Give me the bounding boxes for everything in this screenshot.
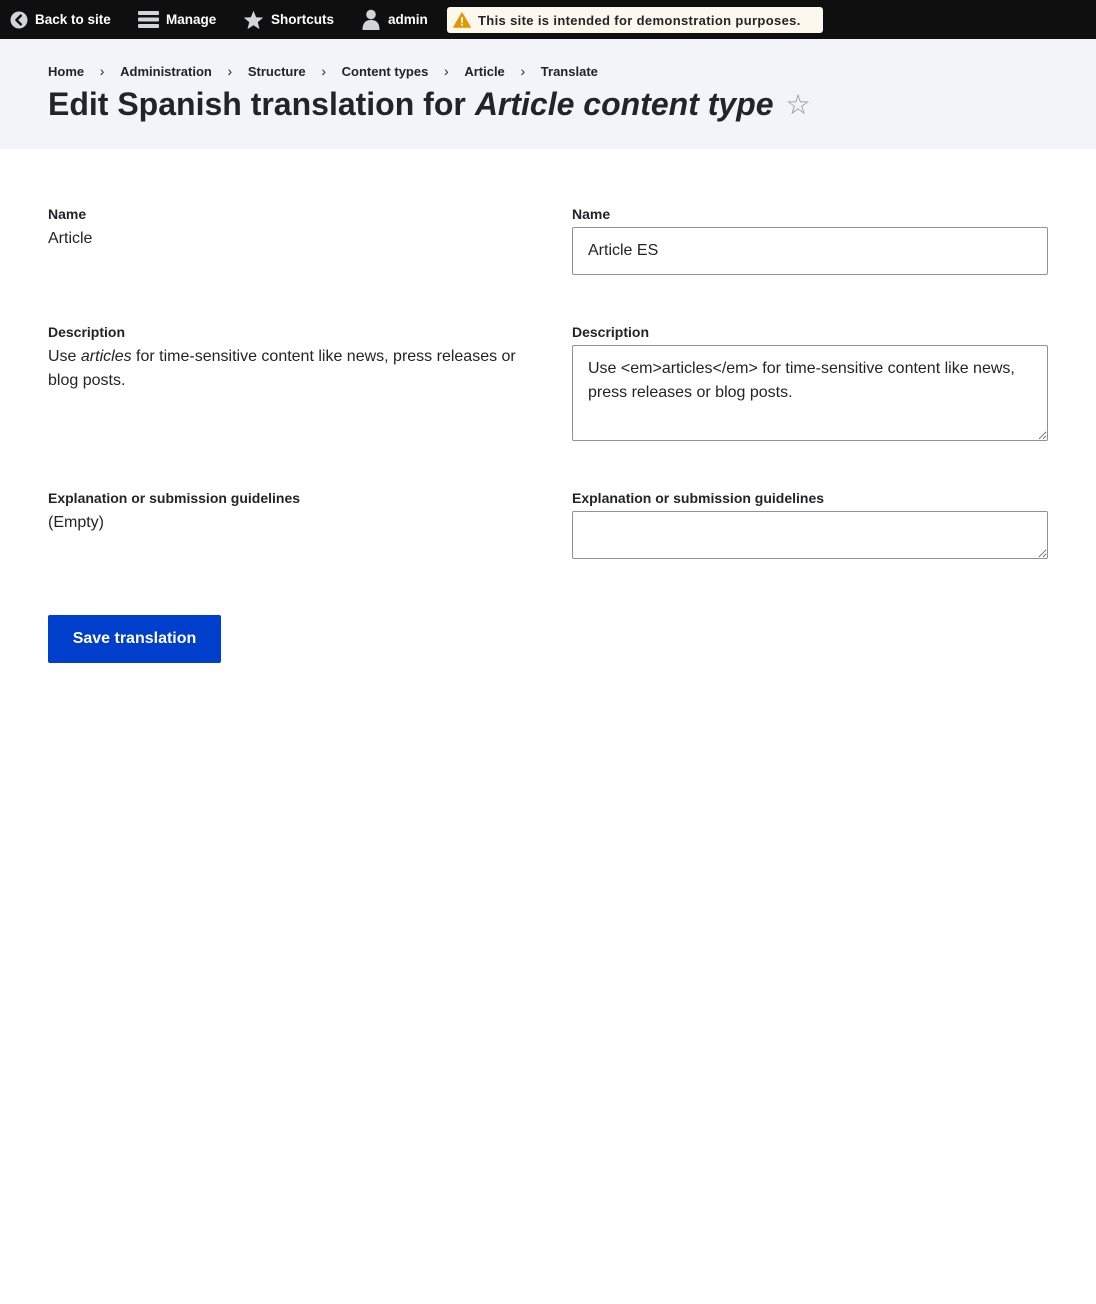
page-title <box>48 86 811 123</box>
save-translation-button[interactable]: Save translation <box>48 615 221 663</box>
breadcrumb-article[interactable]: Article <box>464 63 505 79</box>
star-icon <box>243 10 264 30</box>
breadcrumb-home[interactable]: Home <box>48 63 85 79</box>
translation-description-textarea[interactable] <box>572 345 1048 441</box>
translation-help-textarea[interactable] <box>572 511 1048 559</box>
breadcrumb-separator: › <box>321 63 326 79</box>
add-shortcut-star-icon[interactable]: ☆ <box>785 88 811 120</box>
breadcrumb-structure[interactable]: Structure <box>247 63 306 79</box>
source-description-value <box>48 345 518 393</box>
shortcuts-label: Shortcuts <box>271 12 335 27</box>
back-to-site-label: Back to site <box>35 12 111 27</box>
page-title-emphasis: Article content type <box>474 86 774 122</box>
breadcrumb-content-types[interactable]: Content types <box>341 63 429 79</box>
warning-icon <box>453 12 471 28</box>
source-name-label: Name <box>48 206 87 222</box>
breadcrumb-translate[interactable]: Translate <box>540 63 598 79</box>
back-to-site-link[interactable] <box>10 0 111 39</box>
source-description-em: articles <box>80 348 132 365</box>
breadcrumb-separator: › <box>520 63 526 79</box>
breadcrumb-separator: › <box>99 63 105 79</box>
source-description-post: for time-sensitive content like news, press releases or blog posts. <box>48 348 516 389</box>
source-description-pre: Use <box>48 348 77 365</box>
page-header <box>0 39 1096 149</box>
back-arrow-icon <box>10 11 28 29</box>
translation-description-label: Description <box>572 324 650 340</box>
source-name-value: Article <box>48 230 93 247</box>
translation-name-label: Name <box>572 206 611 222</box>
translation-name-input[interactable] <box>572 227 1048 275</box>
source-help-value: (Empty) <box>48 514 104 531</box>
manage-menu[interactable] <box>138 0 216 39</box>
manage-label: Manage <box>166 12 217 27</box>
source-description-label: Description <box>48 324 126 340</box>
admin-toolbar <box>0 0 1096 39</box>
breadcrumb <box>48 63 598 79</box>
breadcrumb-administration[interactable]: Administration <box>120 63 212 79</box>
translation-help-label: Explanation or submission guidelines <box>572 490 825 506</box>
demo-notice-text: This site is intended for demonstration purposes. <box>478 12 801 28</box>
source-help-label: Explanation or submission guidelines <box>48 490 301 506</box>
user-icon <box>361 9 381 30</box>
user-label: admin <box>388 12 428 27</box>
hamburger-icon <box>138 9 159 30</box>
breadcrumb-separator: › <box>443 63 449 79</box>
demo-notice-badge <box>447 7 823 33</box>
breadcrumb-separator: › <box>227 63 233 79</box>
page-title-prefix: Edit Spanish translation for <box>48 86 466 122</box>
shortcuts-menu[interactable] <box>243 0 334 39</box>
user-menu[interactable] <box>361 0 428 39</box>
